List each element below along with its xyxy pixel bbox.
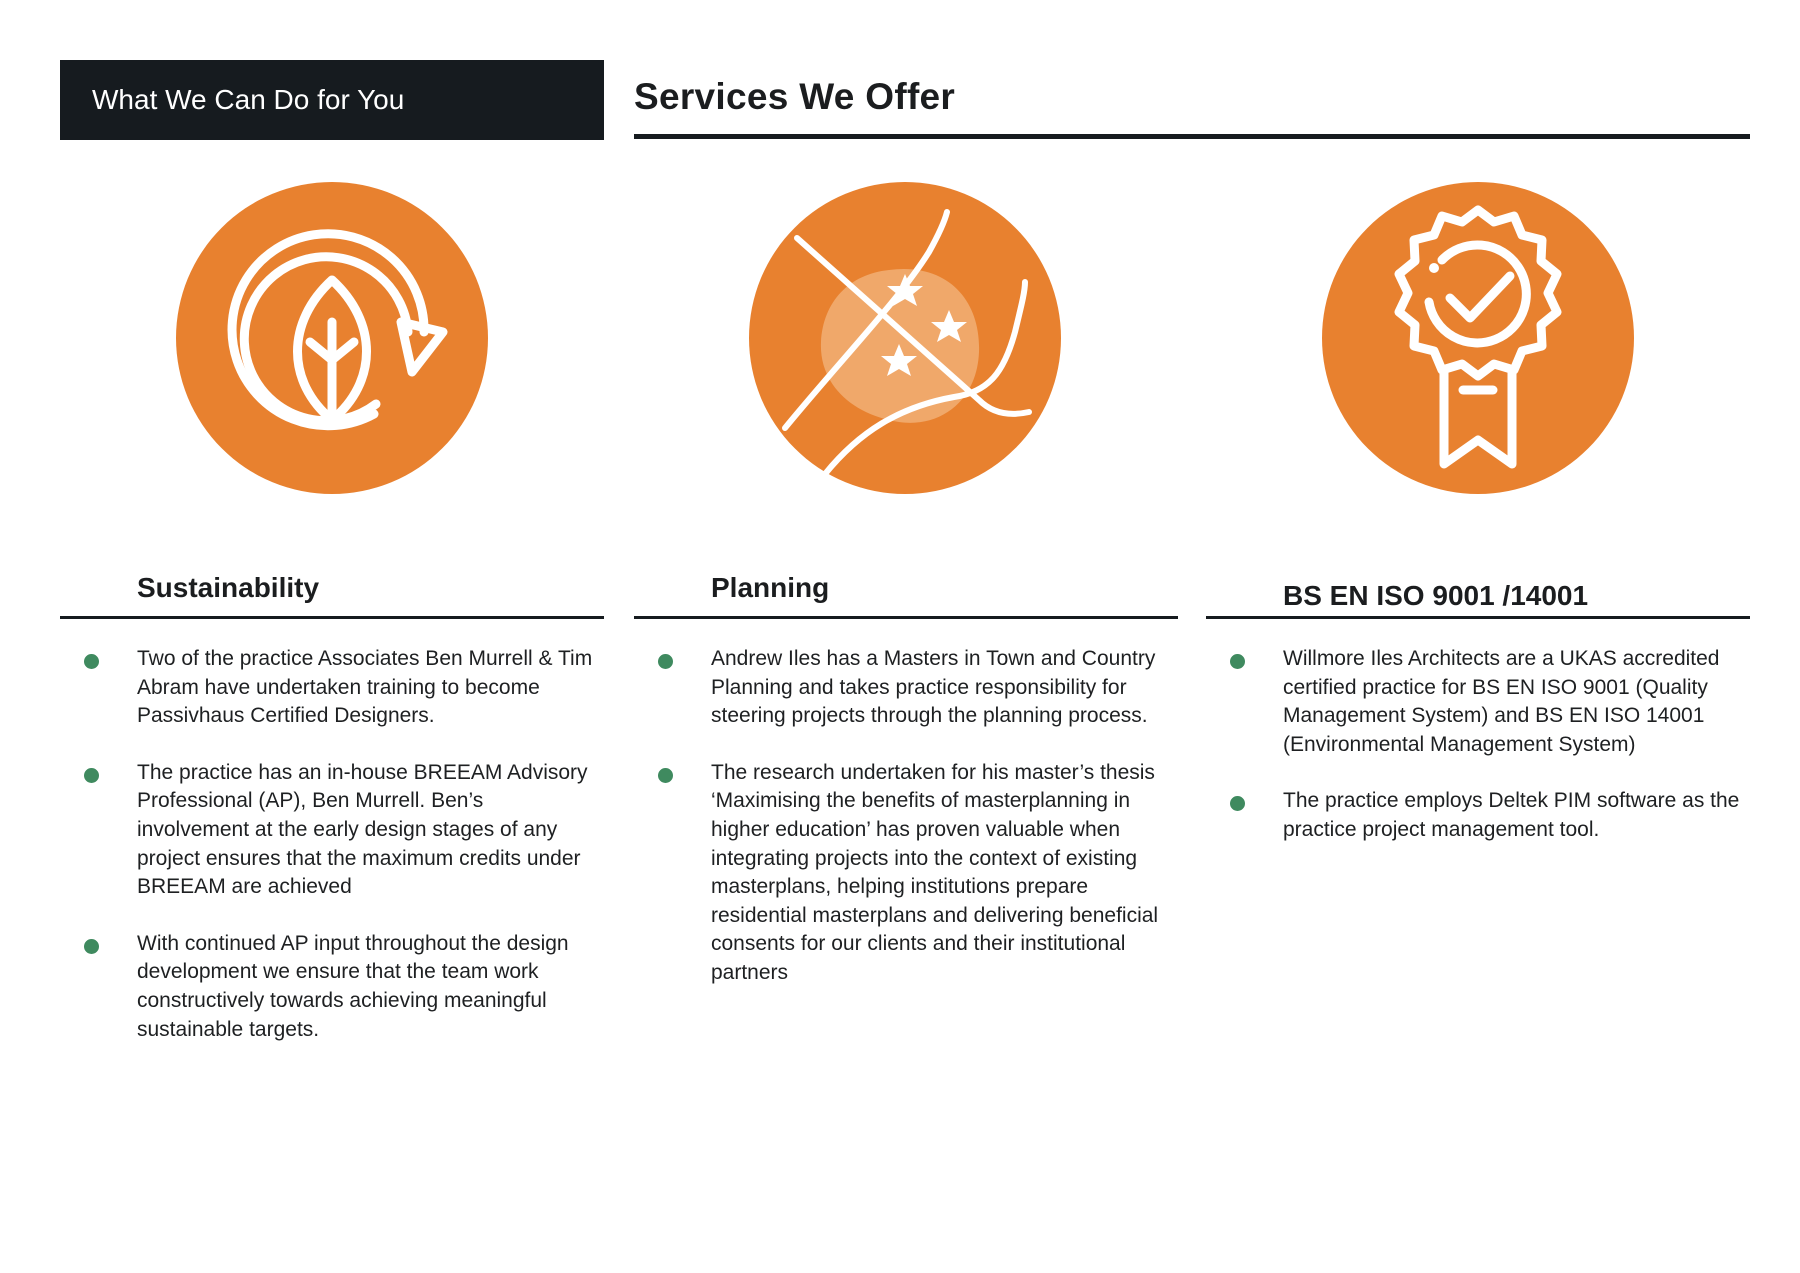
bullet-dot xyxy=(1230,654,1245,669)
list-item xyxy=(634,759,1178,988)
title-underline xyxy=(634,134,1750,139)
column-heading: Sustainability xyxy=(137,572,320,603)
bullet-text: The practice employs Deltek PIM software as the practice project management tool. xyxy=(1283,789,1740,841)
list-item xyxy=(634,645,1178,731)
section-tag: What We Can Do for You xyxy=(60,60,604,140)
bullet-text: With continued AP input throughout the design development we ensure that the team work constructively towards achieving meaningful sustainable targets. xyxy=(137,931,569,1041)
bullet-dot xyxy=(1230,796,1245,811)
column-heading: BS EN ISO 9001 /14001 xyxy=(1283,580,1589,611)
service-column-iso xyxy=(1206,560,1750,873)
bullet-text: Willmore Iles Architects are a UKAS accredited certified practice for BS EN ISO 9001 (Quality Management System) and BS EN ISO 14001 (Environmental Management System) xyxy=(1283,647,1720,756)
page-title: Services We Offer xyxy=(634,76,956,117)
list-item xyxy=(1206,787,1750,844)
planning-map-icon xyxy=(749,182,1061,494)
service-column-planning xyxy=(634,560,1178,1016)
bullet-list xyxy=(634,645,1178,988)
list-item xyxy=(60,930,604,1044)
list-item xyxy=(60,645,604,731)
service-column-sustainability xyxy=(60,560,604,1072)
list-item xyxy=(60,759,604,902)
list-item xyxy=(1206,645,1750,759)
column-underline xyxy=(60,616,604,619)
bullet-dot xyxy=(84,768,99,783)
bullet-dot xyxy=(84,654,99,669)
bullet-text: The research undertaken for his master’s thesis ‘Maximising the benefits of masterplanning in higher education’ has proven valuable when integrating projects into the context of existing masterplans, helping institutions prepare residential masterplans and delivering beneficial consents for our clients and their institutional partners xyxy=(711,760,1159,984)
column-heading: Planning xyxy=(711,572,830,603)
bullet-dot xyxy=(84,939,99,954)
bullet-text: The practice has an in-house BREEAM Advisory Professional (AP), Ben Murrell. Ben’s involvement at the early design stages of any project ensures that the maximum credits under BREEAM are achieved xyxy=(137,760,588,899)
bullet-text: Two of the practice Associates Ben Murrell & Tim Abram have undertaken training to become Passivhaus Certified Designers. xyxy=(137,647,593,728)
leaf-cycle-icon xyxy=(176,182,488,494)
bullet-dot xyxy=(658,654,673,669)
column-underline xyxy=(634,616,1178,619)
award-rosette-icon xyxy=(1322,182,1634,494)
column-underline xyxy=(1206,616,1750,619)
bullet-list xyxy=(60,645,604,1044)
bullet-text: Andrew Iles has a Masters in Town and Country Planning and takes practice responsibility for steering projects through the planning process. xyxy=(711,647,1156,728)
bullet-list xyxy=(1206,645,1750,845)
bullet-dot xyxy=(658,768,673,783)
